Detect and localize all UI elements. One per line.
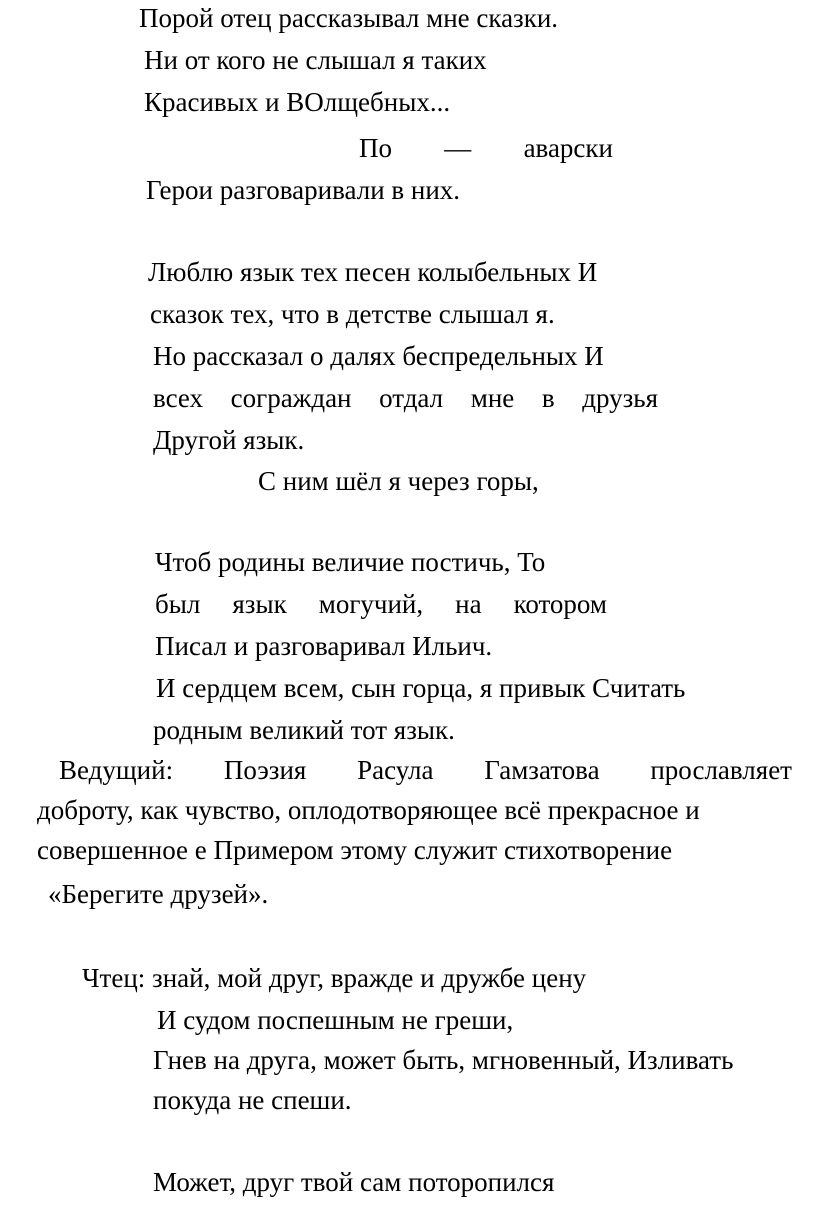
word: Поэзия [223, 755, 307, 785]
word: отдал [379, 383, 444, 413]
text-line: Люблю язык тех песен колыбельных И [148, 257, 598, 287]
text-line: родным великий тот язык. [153, 715, 455, 745]
text-line: С ним шёл я через горы, [258, 466, 539, 496]
text-line-justified [359, 132, 613, 164]
text-line: Порой отец рассказывал мне сказки. [139, 3, 559, 33]
text-line: Ни от кого не слышал я таких [144, 45, 487, 75]
word: Ведущий: [59, 755, 174, 785]
text-line: Гнев на друга, может быть, мгновенный, Изливать [153, 1045, 734, 1075]
text-line: Чтоб родины величие постичь, То [155, 547, 546, 577]
word: на [455, 589, 482, 619]
text-line: Другой язык. [153, 425, 305, 455]
text-line-justified [59, 754, 792, 786]
word: котором [513, 589, 607, 619]
text-line: И судом поспешным не греши, [157, 1005, 514, 1035]
word: друзья [582, 383, 658, 413]
word: всех [153, 383, 204, 413]
text-line: И сердцем всем, сын горца, я привык Считать [156, 673, 686, 703]
text-line: покуда не спеши. [153, 1085, 352, 1115]
text-line: сказок тех, что в детстве слышал я. [150, 299, 555, 329]
word: в [541, 383, 555, 413]
word: был [155, 589, 201, 619]
text-line: Писал и разговаривал Ильич. [155, 631, 493, 661]
text-line: Но рассказал о далях беспредельных И [153, 341, 604, 371]
word: — [444, 133, 472, 163]
word: мне [470, 383, 515, 413]
text-line: совершенное е Примером этому служит стихотворение [37, 835, 673, 865]
text-line: Может, друг твой сам поторопился [153, 1167, 555, 1197]
text-line: Чтец: знай, мой друг, вражде и дружбе цену [82, 963, 587, 993]
text-line-justified [155, 588, 607, 620]
word: прославляет [650, 755, 792, 785]
text-line: Герои разговаривали в них. [146, 175, 461, 205]
word: сограждан [230, 383, 352, 413]
word: могучий, [318, 589, 424, 619]
word: Гамзатова [484, 755, 600, 785]
word: аварски [523, 133, 613, 163]
word: Расула [357, 755, 434, 785]
word: По [359, 133, 392, 163]
text-line: доброту, как чувство, оплодотворяющее всё прекрасное и [37, 795, 700, 825]
text-line: Красивых и ВОлщебных... [144, 87, 451, 117]
text-line: «Берегите друзей». [48, 879, 269, 909]
word: язык [232, 589, 287, 619]
text-line-justified [153, 382, 658, 414]
